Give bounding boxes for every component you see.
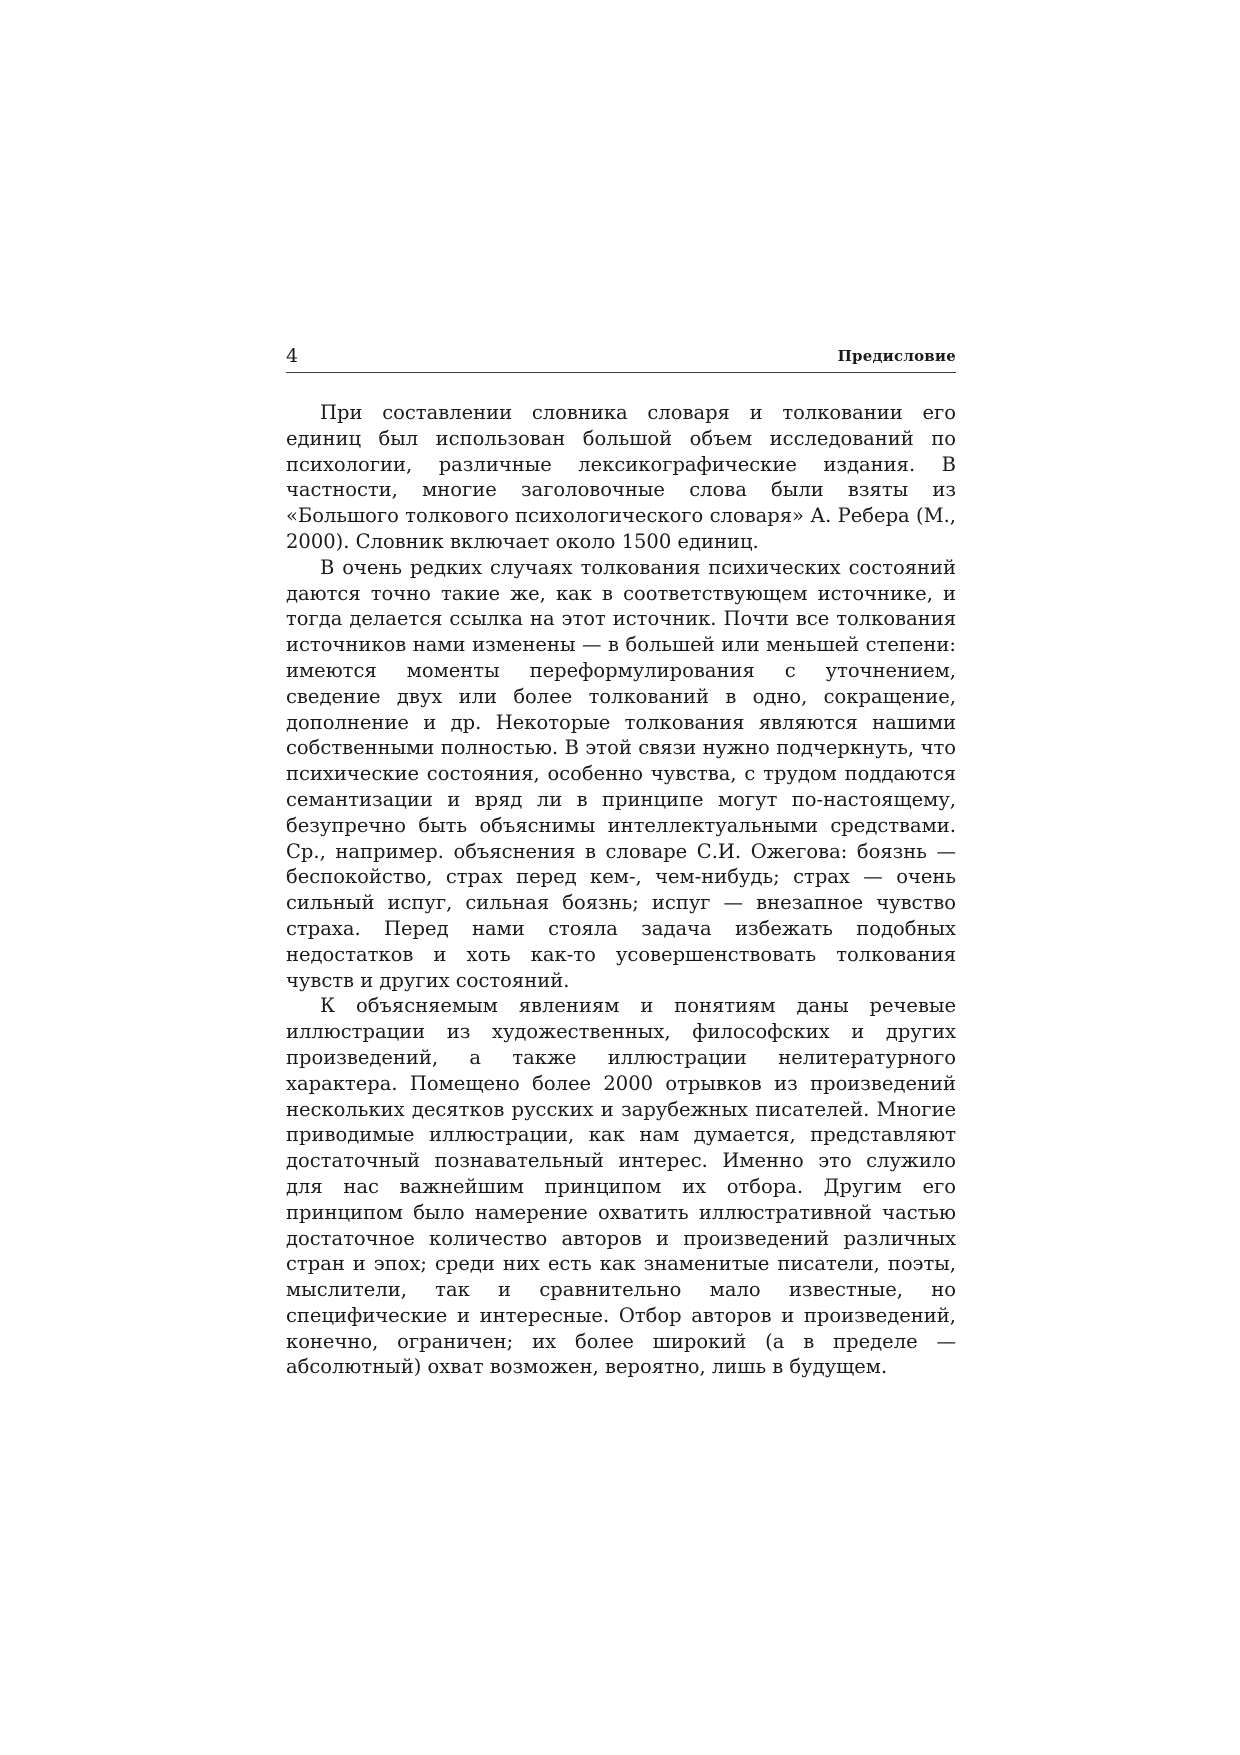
paragraph: В очень редких случаях толкования психических состояний даются точно такие же, как в соответствующем источнике, и тогда делается ссылка на этот источник. Почти все толкования источников нами изменены — в большей или меньшей степени: имеются моменты переформулирования с уточнением, сведение двух или более толкований в одно, сокращение, дополнение и др. Некоторые толкования являются нашими собственными полностью. В этой связи нужно подчеркнуть, что психические состояния, особенно чувства, с трудом поддаются семантизации и вряд ли в принципе могут по-настоящему, безупречно быть объяснимы интеллектуальными средствами. Ср., например. объяснения в словаре С.И. Ожегова: боязнь — беспокойство, страх перед кем-, чем-нибудь; страх — очень сильный испуг, сильная боязнь; испуг — внезапное чувство страха. Перед нами стояла задача избежать подобных недостатков и хоть как-то усовершенствовать толкования чувств и других состояний. (286, 555, 956, 992)
body-text (286, 400, 956, 1380)
paragraph: При составлении словника словаря и толковании его единиц был использован большой объем исследований по психологии, различные лексикографические издания. В частности, многие заголовочные слова были взяты из «Большого толкового психологического словаря» А. Ребера (М., 2000). Словник включает около 1500 единиц. (286, 401, 956, 553)
running-head: Предисловие (837, 347, 956, 365)
paragraph: К объясняемым явлениям и понятиям даны речевые иллюстрации из художественных, философских и других произведений, а также иллюстрации нелитературного характера. Помещено более 2000 отрывков из произведений нескольких десятков русских и зарубежных писателей. Многие приводимые иллюстрации, как нам думается, представляют достаточный познавательный интерес. Именно это служило для нас важнейшим принципом их отбора. Другим его принципом было намерение охватить иллюстративной частью достаточное количество авторов и произведений различных стран и эпох; среди них есть как знаменитые писатели, поэты, мыслители, так и сравнительно мало известные, но специфические и интересные. Отбор авторов и произведений, конечно, ограничен; их более широкий (а в пределе — абсолютный) охват возможен, вероятно, лишь в будущем. (286, 994, 956, 1379)
page-header (286, 340, 956, 373)
page-number: 4 (286, 345, 299, 367)
